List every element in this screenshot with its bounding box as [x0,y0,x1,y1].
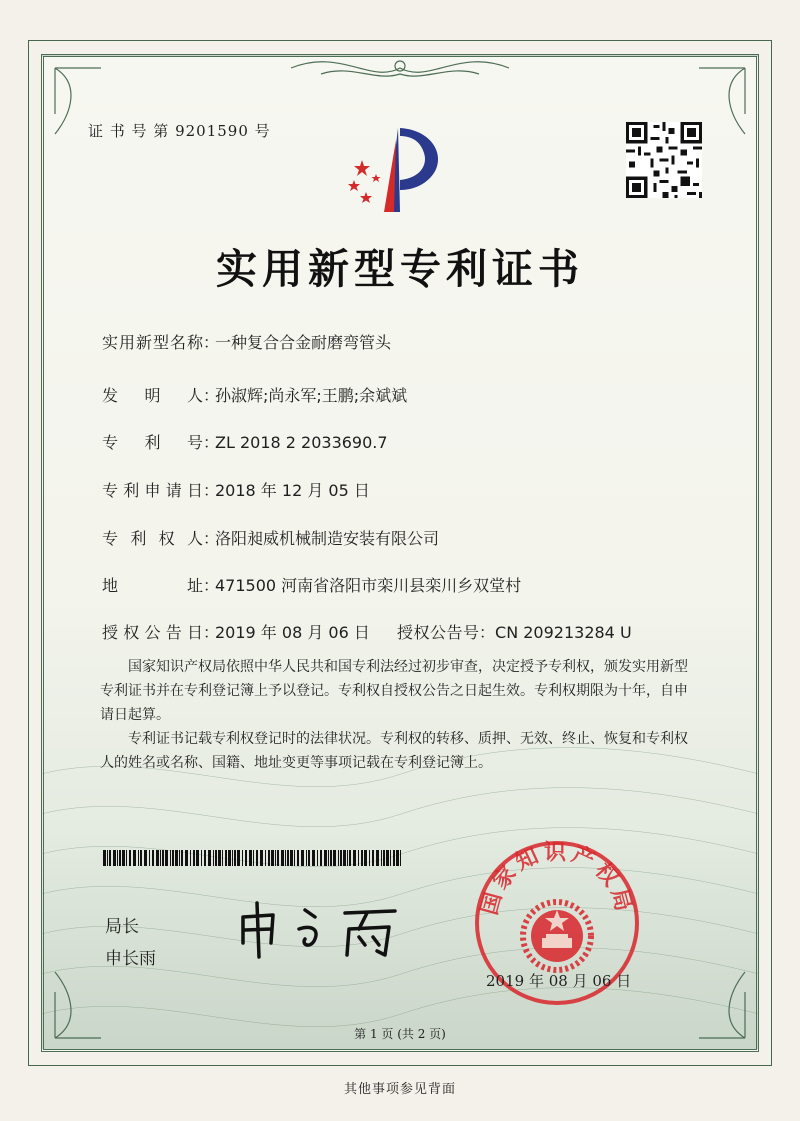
field-value: 孙淑辉;尚永军;王鹏;余斌斌 [215,386,408,405]
field-value: 2018 年 12 月 05 日 [215,481,370,500]
field-value: ZL 2018 2 2033690.7 [215,433,388,452]
patent-emblem-icon [340,120,450,220]
field-value: 471500 河南省洛阳市栾川县栾川乡双堂村 [215,576,522,595]
field-value: 一种复合合金耐磨弯管头 [215,333,392,352]
field-label: 授权公告日 [102,623,203,642]
field-label: 地址 [102,576,203,595]
director-signature [235,895,405,965]
field-patentee: 专利权人：洛阳昶威机械制造安装有限公司 [102,526,439,549]
field-label: 专利号 [102,433,203,452]
paragraph-legal-status: 专利证书记载专利权登记时的法律状况。专利权的转移、质押、无效、终止、恢复和专利权人的姓名或名称、国籍、地址变更等事项记载在专利登记簿上。 [100,731,688,771]
qr-code-icon [626,122,702,198]
certificate-number: 证 书 号 第 9201590 号 [88,122,271,140]
field-name: 实用新型名称：一种复合合金耐磨弯管头 [102,330,391,353]
field-label: 专利申请日 [102,481,203,500]
field-value: 2019 年 08 月 06 日 [215,623,370,642]
certificate-title: 实用新型专利证书 [216,245,584,293]
field-grant-pub-no: 授权公告号：CN 209213284 U [397,620,632,643]
field-label: 授权公告号 [397,623,479,642]
svg-text:国家知识产权局: 国家知识产权局 [477,840,637,918]
director-role: 局长 [105,917,139,937]
seal-date: 2019 年 08 月 06 日 [486,972,632,990]
page-info: 第 1 页 (共 2 页) [354,1027,446,1041]
director-name: 申长雨 [105,949,156,969]
field-grant-date: 授权公告日：2019 年 08 月 06 日 [102,620,370,643]
field-patent-no: 专利号：ZL 2018 2 2033690.7 [102,430,388,453]
field-label: 发明人 [102,386,203,405]
field-label: 实用新型名称 [102,333,203,352]
field-value: CN 209213284 U [495,623,632,642]
back-note: 其他事项参见背面 [343,1082,456,1097]
field-inventor: 发明人：孙淑辉;尚永军;王鹏;余斌斌 [102,383,407,406]
field-value: 洛阳昶威机械制造安装有限公司 [215,529,440,548]
paragraph-grant-statement: 国家知识产权局依照中华人民共和国专利法经过初步审查，决定授予专利权，颁发实用新型专利证书并在专利登记簿上予以登记。专利权自授权公告之日起生效。专利权期限为十年，自申请日起算。 [100,659,688,723]
barcode-icon [103,850,403,866]
field-label: 专利权人 [102,529,203,548]
field-address: 地址：471500 河南省洛阳市栾川县栾川乡双堂村 [102,573,521,596]
field-filing-date: 专利申请日：2018 年 12 月 05 日 [102,478,370,501]
